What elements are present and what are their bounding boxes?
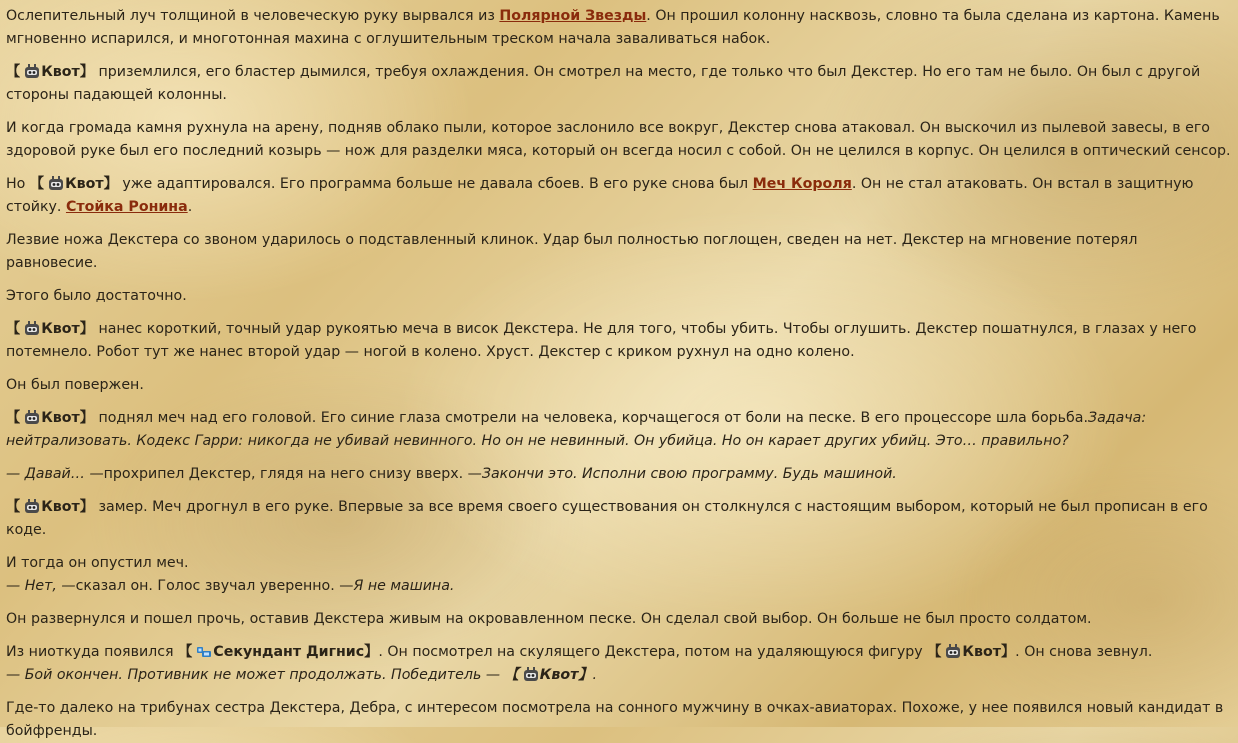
robot-icon — [24, 410, 40, 425]
text: . Он не стал атаковать. Он встал в защитную стойку. — [6, 176, 1194, 215]
bracket-open: 【 — [927, 644, 942, 660]
character-name: Квот — [41, 64, 80, 80]
robot-icon — [523, 667, 539, 682]
text: Но — [6, 176, 30, 192]
robot-icon — [945, 644, 961, 659]
text: замер. Меч дрогнул в его руке. Впервые за все время своего существования он столкнулся с настоящим выбором, который не был прописан в его коде. — [6, 499, 1208, 538]
paragraph-4 — [6, 173, 1232, 219]
character-name: Квот — [539, 667, 579, 683]
text: Он развернулся и пошел прочь, оставив Декстера живым на окровавленном песке. Он сделал свой выбор. Он больше не был просто солдатом. — [6, 611, 1092, 627]
bracket-close: 】 — [364, 644, 379, 660]
character-name: Квот — [41, 499, 80, 515]
character-name: Квот — [65, 176, 104, 192]
paragraph-14 — [6, 641, 1232, 687]
bracket-open: 【 — [6, 410, 21, 426]
character-tag-kvot[interactable] — [505, 667, 593, 683]
italic-speech: — Давай… — — [6, 466, 104, 482]
paragraph-11 — [6, 496, 1232, 542]
link-polar-star[interactable]: Полярной Звезды — [499, 8, 647, 24]
text: прохрипел Декстер, глядя на него снизу вверх. — — [103, 466, 482, 482]
character-name: Квот — [962, 644, 1001, 660]
bracket-open: 【 — [504, 667, 519, 683]
paragraph-3 — [6, 117, 1232, 163]
text: приземлился, его бластер дымился, требуя охлаждения. Он смотрел на место, где только что был Декстер. Но его там не было. Он был с другой стороны падающей колонны. — [6, 64, 1201, 103]
text: Этого было достаточно. — [6, 288, 187, 304]
text: Лезвие ножа Декстера со звоном ударилось о подставленный клинок. Удар был полностью поглощен, сведен на нет. Декстер на мгновение потерял равновесие. — [6, 232, 1138, 271]
paragraph-9 — [6, 407, 1232, 453]
italic-speech: — Нет, — — [6, 578, 76, 594]
italic-announcement: — Бой окончен. Противник не может продолжать. Победитель — — [6, 667, 505, 683]
bracket-open: 【 — [178, 644, 193, 660]
italic-speech: Я не машина. — [353, 578, 455, 594]
text: . — [187, 199, 193, 215]
text: поднял меч над его головой. Его синие глаза смотрели на человека, корчащегося от боли на песке. В его процессоре шла борьба. — [93, 410, 1088, 426]
italic-thought: Задача: нейтрализовать. Кодекс Гарри: никогда не убивай невинного. Но он не невинный. Он убийца. Но он карает других убийц. Это… правильно? — [6, 410, 1147, 449]
link-ronin-stance[interactable]: Стойка Ронина — [65, 199, 188, 215]
text: И когда громада камня рухнула на арену, подняв облако пыли, которое заслонило все вокруг, Декстер снова атаковал. Он выскочил из пылевой завесы, в его здоровой руке был его последний козырь — нож для разделки мяса, который он всегда носил с собой. Он не целился в корпус. Он целился в оптический сенсор. — [6, 120, 1231, 159]
text: нанес короткий, точный удар рукоятью меча в висок Декстера. Не для того, чтобы убить. Чтобы оглушить. Декстер пошатнулся, в глазах у него потемнело. Робот тут же нанес второй удар — ногой в колено. Хруст. Декстер с криком рухнул на одно колено. — [6, 321, 1197, 360]
character-tag-kvot[interactable] — [30, 176, 118, 192]
text: сказал он. Голос звучал уверенно. — — [75, 578, 354, 594]
text: Ослепительный луч толщиной в человеческую руку вырвался из — [6, 8, 500, 24]
bracket-close: 】 — [1000, 644, 1016, 660]
robot-icon — [24, 499, 40, 514]
paragraph-12 — [6, 552, 1232, 598]
text: уже адаптировался. Его программа больше не давала сбоев. В его руке снова был — [117, 176, 753, 192]
text: Где-то далеко на трибунах сестра Декстера, Дебра, с интересом посмотрела на сонного мужчину в очках-авиаторах. Похоже, у нее появился новый кандидат в бойфренды. — [6, 700, 1224, 739]
text: Он был повержен. — [6, 377, 144, 393]
bracket-close: 】 — [79, 64, 94, 80]
paragraph-13 — [6, 608, 1232, 631]
italic-speech: Закончи это. Исполни свою программу. Будь машиной. — [481, 466, 897, 482]
character-tag-kvot[interactable] — [6, 321, 94, 337]
paragraph-6 — [6, 285, 1232, 308]
bracket-close: 】 — [79, 321, 94, 337]
robot-icon — [24, 64, 40, 79]
bracket-open: 【 — [6, 321, 21, 337]
bracket-close: 】 — [578, 667, 593, 683]
character-name: Квот — [41, 410, 80, 426]
bracket-close: 】 — [103, 176, 118, 192]
character-tag-second-dignis[interactable] — [178, 644, 378, 660]
gamepad-icon — [196, 645, 212, 659]
bracket-close: 】 — [79, 499, 94, 515]
text: . Он снова зевнул. — [1015, 644, 1153, 660]
paragraph-15 — [6, 697, 1232, 743]
italic-announcement: . — [592, 667, 598, 683]
paragraph-8 — [6, 374, 1232, 397]
character-tag-kvot[interactable] — [6, 64, 94, 80]
robot-icon — [24, 321, 40, 336]
paragraph-5 — [6, 229, 1232, 275]
paragraph-2 — [6, 61, 1232, 107]
character-tag-kvot[interactable] — [927, 644, 1015, 660]
robot-icon — [48, 176, 64, 191]
bracket-open: 【 — [29, 176, 45, 192]
paragraph-10 — [6, 463, 1232, 486]
character-name: Квот — [41, 321, 80, 337]
link-kings-sword[interactable]: Меч Короля — [752, 176, 852, 192]
text: . Он прошил колонну насквозь, словно та была сделана из картона. Камень мгновенно испарился, и многотонная махина с оглушительным треском начала заваливаться набок. — [6, 8, 1220, 47]
bracket-open: 【 — [6, 499, 21, 515]
text: . Он посмотрел на скулящего Декстера, потом на удаляющуюся фигуру — [378, 644, 928, 660]
text: Из ниоткуда появился — [6, 644, 179, 660]
bracket-close: 】 — [79, 410, 94, 426]
bracket-open: 【 — [6, 64, 21, 80]
paragraph-1 — [6, 5, 1232, 51]
text: И тогда он опустил меч. — [6, 555, 189, 571]
character-tag-kvot[interactable] — [6, 499, 94, 515]
paragraph-7 — [6, 318, 1232, 364]
character-tag-kvot[interactable] — [6, 410, 94, 426]
character-name: Секундант Дигнис — [213, 644, 365, 660]
